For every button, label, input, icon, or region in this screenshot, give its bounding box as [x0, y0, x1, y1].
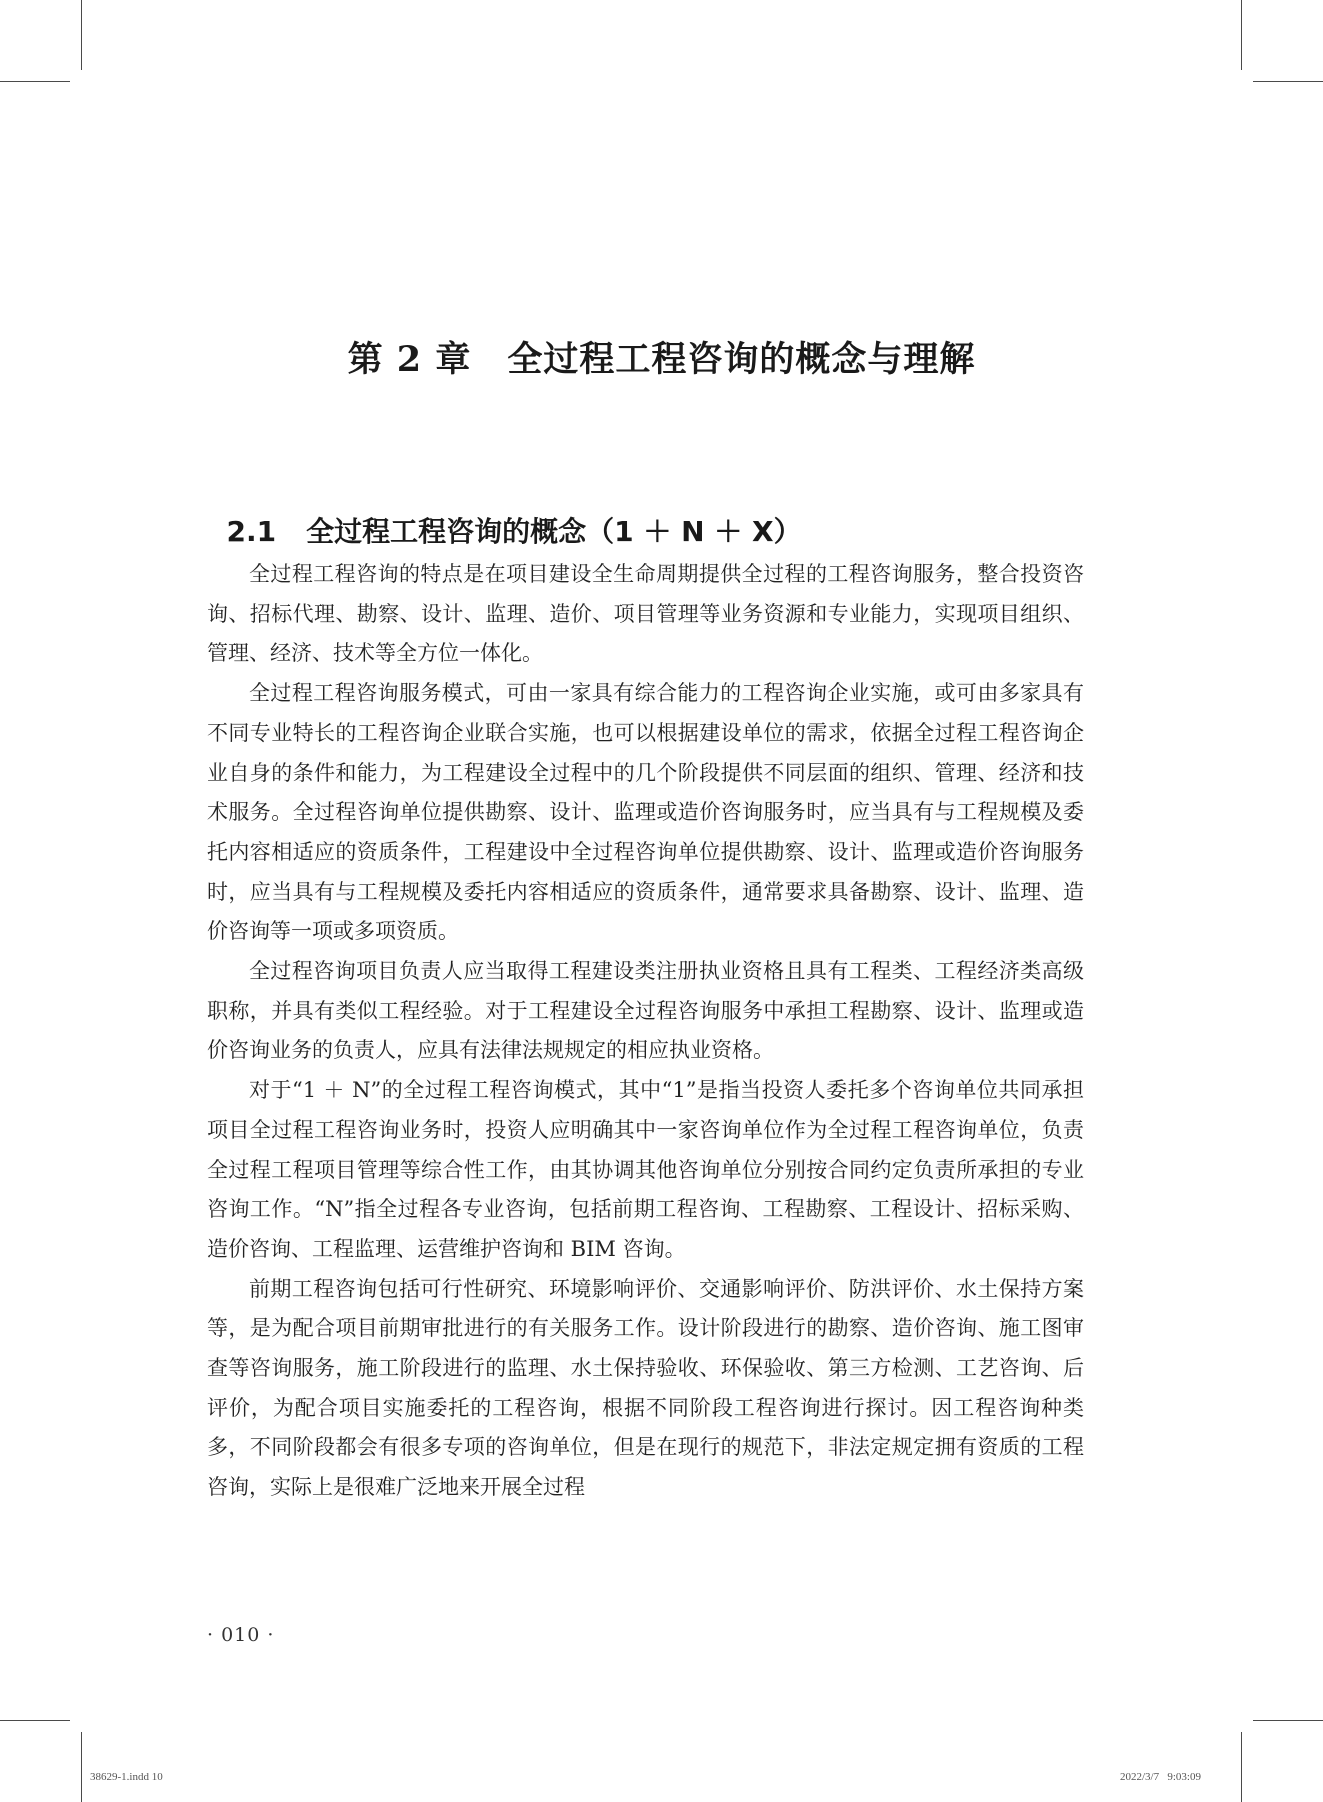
crop-mark-bottom-right-horizontal	[1253, 1720, 1323, 1721]
print-slug-filename: 38629-1.indd 10	[90, 1771, 163, 1783]
paragraph: 对于“1 ＋ N”的全过程工程咨询模式，其中“1”是指当投资人委托多个咨询单位共同承担项目全过程工程咨询业务时，投资人应明确其中一家咨询单位作为全过程工程咨询单位，负责全过程工程项目管理等综合性工作，由其协调其他咨询单位分别按合同约定负责所承担的专业咨询工作。“N”指全过程各专业咨询，包括前期工程咨询、工程勘察、工程设计、招标采购、造价咨询、工程监理、运营维护咨询和 BIM 咨询。	[207, 1078, 1084, 1261]
body-text	[207, 555, 1084, 1508]
paragraph: 全过程咨询项目负责人应当取得工程建设类注册执业资格且具有工程类、工程经济类高级职称，并具有类似工程经验。对于工程建设全过程咨询服务中承担工程勘察、设计、监理或造价咨询业务的负责人，应具有法律法规规定的相应执业资格。	[207, 959, 1084, 1063]
section-heading	[207, 477, 802, 550]
paragraph: 全过程工程咨询服务模式，可由一家具有综合能力的工程咨询企业实施，或可由多家具有不同专业特长的工程咨询企业联合实施，也可以根据建设单位的需求，依据全过程工程咨询企业自身的条件和能力，为工程建设全过程中的几个阶段提供不同层面的组织、管理、经济和技术服务。全过程咨询单位提供勘察、设计、监理或造价咨询服务时，应当具有与工程规模及委托内容相适应的资质条件，工程建设中全过程咨询单位提供勘察、设计、监理或造价咨询服务时，应当具有与工程规模及委托内容相适应的资质条件，通常要求具备勘察、设计、监理、造价咨询等一项或多项资质。	[207, 681, 1084, 944]
paragraph: 全过程工程咨询的特点是在项目建设全生命周期提供全过程的工程咨询服务，整合投资咨询、招标代理、勘察、设计、监理、造价、项目管理等业务资源和专业能力，实现项目组织、管理、经济、技术等全方位一体化。	[207, 562, 1084, 666]
crop-mark-bottom-left-vertical	[81, 1732, 82, 1802]
section-number: 2.1	[226, 515, 277, 548]
crop-mark-bottom-right-vertical	[1241, 1732, 1242, 1802]
crop-mark-top-right-horizontal	[1253, 81, 1323, 82]
crop-mark-bottom-left-horizontal	[0, 1720, 70, 1721]
paragraph: 前期工程咨询包括可行性研究、环境影响评价、交通影响评价、防洪评价、水土保持方案等，是为配合项目前期审批进行的有关服务工作。设计阶段进行的勘察、造价咨询、施工图审查等咨询服务，施工阶段进行的监理、水土保持验收、环保验收、第三方检测、工艺咨询、后评价，为配合项目实施委托的工程咨询，根据不同阶段工程咨询进行探讨。因工程咨询种类多，不同阶段都会有很多专项的咨询单位，但是在现行的规范下，非法定规定拥有资质的工程咨询，实际上是很难广泛地来开展全过程	[207, 1276, 1084, 1500]
crop-mark-top-right-vertical	[1241, 0, 1242, 70]
print-slug-timestamp: 2022/3/7 9:03:09	[1120, 1771, 1201, 1783]
chapter-title: 第 2 章 全过程工程咨询的概念与理解	[347, 339, 976, 380]
crop-mark-top-left-vertical	[81, 0, 82, 70]
section-title: 全过程工程咨询的概念（1 ＋ N ＋ X）	[306, 515, 802, 548]
page-number: · 010 ·	[207, 1624, 275, 1646]
crop-mark-top-left-horizontal	[0, 81, 70, 82]
